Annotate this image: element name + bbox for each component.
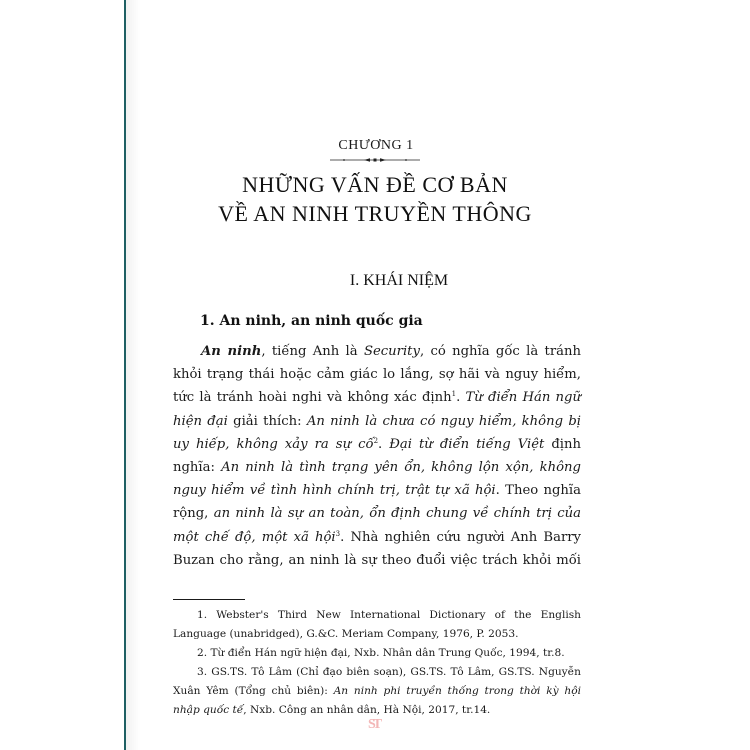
footnote-line: nhập quốc tế, Nxb. Công an nhân dân, Hà Nội, 2017, tr.14. <box>173 704 491 716</box>
body-line: khỏi trạng thái hoặc cảm giác lo lắng, sợ hãi và nguy hiểm, <box>173 367 581 383</box>
footnote-line: Xuân Yêm (Tổng chủ biên): An ninh phi truyền thống trong thời kỳ hội <box>173 685 581 697</box>
body-line: Buzan cho rằng, an ninh là sự theo đuổi việc trách khỏi mối <box>173 552 581 568</box>
footnote-line: 2. Từ điển Hán ngữ hiện đại, Nxb. Nhân dân Trung Quốc, 1994, tr.8. <box>197 647 565 659</box>
footnote-line: 1. Webster's Third New International Dictionary of the English <box>197 609 581 621</box>
footnote-reference: 2 <box>373 436 379 445</box>
body-line: An ninh, tiếng Anh là Security, có nghĩa gốc là tránh <box>201 344 581 359</box>
chapter-label <box>0 138 750 154</box>
body-line: một chế độ, một xã hội$^3$. Nhà nghiên cứu người Anh Barry <box>173 529 582 545</box>
footnote-reference: 3 <box>335 529 341 538</box>
footnote-divider <box>173 599 245 600</box>
chapter-label-text: CHƯƠNG 1 <box>338 138 414 153</box>
footnote-line: 3. GS.TS. Tô Lâm (Chỉ đạo biên soạn), GS.TS. Tô Lâm, GS.TS. Nguyễn <box>197 666 581 678</box>
body-paragraph <box>173 340 581 572</box>
publisher-watermark-logo: ST <box>368 717 380 732</box>
chapter-title-line-2: VỀ AN NINH TRUYỀN THÔNG <box>218 201 532 226</box>
body-line: nghĩa: An ninh là tình trạng yên ổn, không lộn xộn, không <box>173 460 581 476</box>
page-gutter-shadow <box>126 0 140 750</box>
ornament-divider-icon <box>330 157 420 163</box>
footnotes <box>173 606 581 720</box>
footnote-reference: 1 <box>451 390 457 399</box>
body-line: nguy hiểm về tình hình chính trị, trật tự xã hội. Theo nghĩa <box>173 483 582 499</box>
body-line: rộng, an ninh là sự an toàn, ổn định chung về chính trị của <box>173 506 581 522</box>
section-title: I. KHÁI NIỆM <box>349 272 449 289</box>
chapter-title-line-1: NHỮNG VẤN ĐỀ CƠ BẢN <box>242 172 508 197</box>
chapter-title <box>0 170 750 228</box>
body-line: uy hiếp, không xảy ra sự cố$^2$. Đại từ điển tiếng Việt định <box>173 436 582 452</box>
subsection-title: 1. An ninh, an ninh quốc gia <box>200 313 423 329</box>
body-line: tức là tránh hoài nghi và không xác định$^1$. Từ điển Hán ngữ <box>173 390 581 406</box>
footnote-line: Language (unabridged), G.&C. Meriam Company, 1976, P. 2053. <box>173 628 519 640</box>
book-spine-line <box>124 0 126 750</box>
body-line: hiện đại giải thích: An ninh là chưa có nguy hiểm, không bị <box>173 413 582 429</box>
